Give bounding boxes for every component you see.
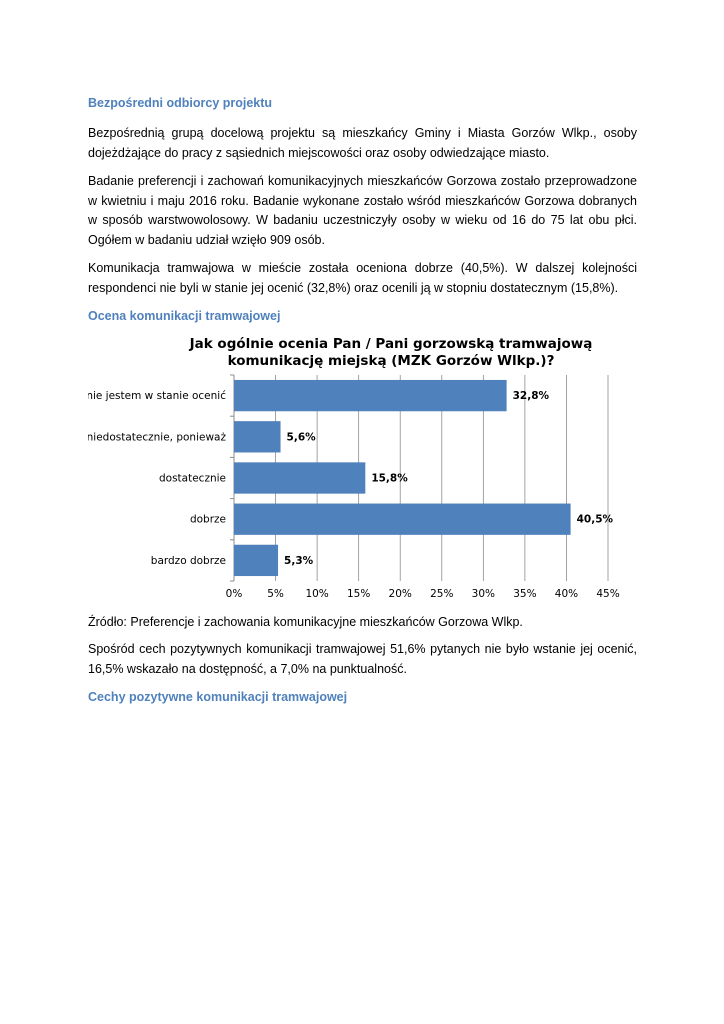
bar-chart bbox=[88, 331, 637, 611]
x-tick-label: 5% bbox=[267, 588, 284, 600]
data-label: 5,6% bbox=[286, 431, 316, 444]
x-tick-label: 25% bbox=[430, 588, 454, 600]
category-label: dostatecznie bbox=[158, 472, 226, 485]
bar bbox=[234, 462, 365, 493]
section-heading-positive-features: Cechy pozytywne komunikacji tramwajowej bbox=[88, 690, 348, 704]
x-tick-label: 20% bbox=[388, 588, 412, 600]
bar bbox=[234, 421, 281, 452]
x-tick-label: 10% bbox=[305, 588, 329, 600]
chart-title-line: komunikację miejską (MZK Gorzów Wlkp.)? bbox=[227, 353, 555, 369]
document-page bbox=[88, 94, 637, 718]
bar bbox=[234, 380, 507, 411]
chart-title-line: Jak ogólnie ocenia Pan / Pani gorzowską tramwajową bbox=[189, 336, 593, 352]
data-label: 32,8% bbox=[512, 390, 550, 403]
category-label: niedostatecznie, ponieważ bbox=[88, 431, 226, 444]
data-label: 15,8% bbox=[371, 472, 408, 485]
paragraph-positive-features: Spośród cech pozytywnych komunikacji tramwajowej 51,6% pytanych nie było wstanie jej ocenić, 16,5% wskazało na dostępność, a 7,0% na punktualność. bbox=[88, 642, 637, 676]
category-label: bardzo dobrze bbox=[150, 554, 226, 567]
paragraph-survey-description: Badanie preferencji i zachowań komunikacyjnych mieszkańców Gorzowa zostało przeprowadzone w kwietniu i maju 2016 roku. Badanie wykonane zostało wśród mieszkańców Gorzowa dobranych w sposób warstwowolosowy. W badaniu uczestniczyły osoby w wieku od 16 do 75 lat obu płci. Ogółem w badaniu udział wzięło 909 osób. bbox=[88, 174, 637, 247]
chart-source: Źródło: Preferencje i zachowania komunikacyjne mieszkańców Gorzowa Wlkp. bbox=[88, 615, 523, 629]
data-label: 40,5% bbox=[576, 513, 614, 526]
x-tick-label: 45% bbox=[596, 588, 620, 600]
paragraph-target-group: Bezpośrednią grupą docelową projektu są mieszkańcy Gminy i Miasta Gorzów Wlkp., osoby dojeżdżające do pracy z sąsiednich miejscowości oraz osoby odwiedzające miasto. bbox=[88, 126, 637, 160]
bar bbox=[234, 545, 278, 576]
section-heading-recipients: Bezpośredni odbiorcy projektu bbox=[88, 96, 273, 110]
category-label: dobrze bbox=[189, 513, 226, 526]
bar bbox=[234, 504, 571, 535]
x-tick-label: 35% bbox=[513, 588, 537, 600]
x-tick-label: 30% bbox=[471, 588, 496, 600]
data-label: 5,3% bbox=[284, 554, 314, 567]
x-tick-label: 15% bbox=[346, 588, 371, 600]
paragraph-tram-rating: Komunikacja tramwajowa w mieście została oceniona dobrze (40,5%). W dalszej kolejności respondenci nie byli w stanie jej ocenić (32,8%) oraz ocenili ją w stopniu dostatecznym (15,8%). bbox=[88, 261, 637, 295]
chart-container bbox=[88, 331, 637, 611]
x-tick-label: 40% bbox=[554, 588, 579, 600]
section-heading-tram-rating: Ocena komunikacji tramwajowej bbox=[88, 309, 281, 323]
x-tick-label: 0% bbox=[225, 588, 243, 600]
category-label: nie jestem w stanie ocenić bbox=[88, 390, 226, 403]
